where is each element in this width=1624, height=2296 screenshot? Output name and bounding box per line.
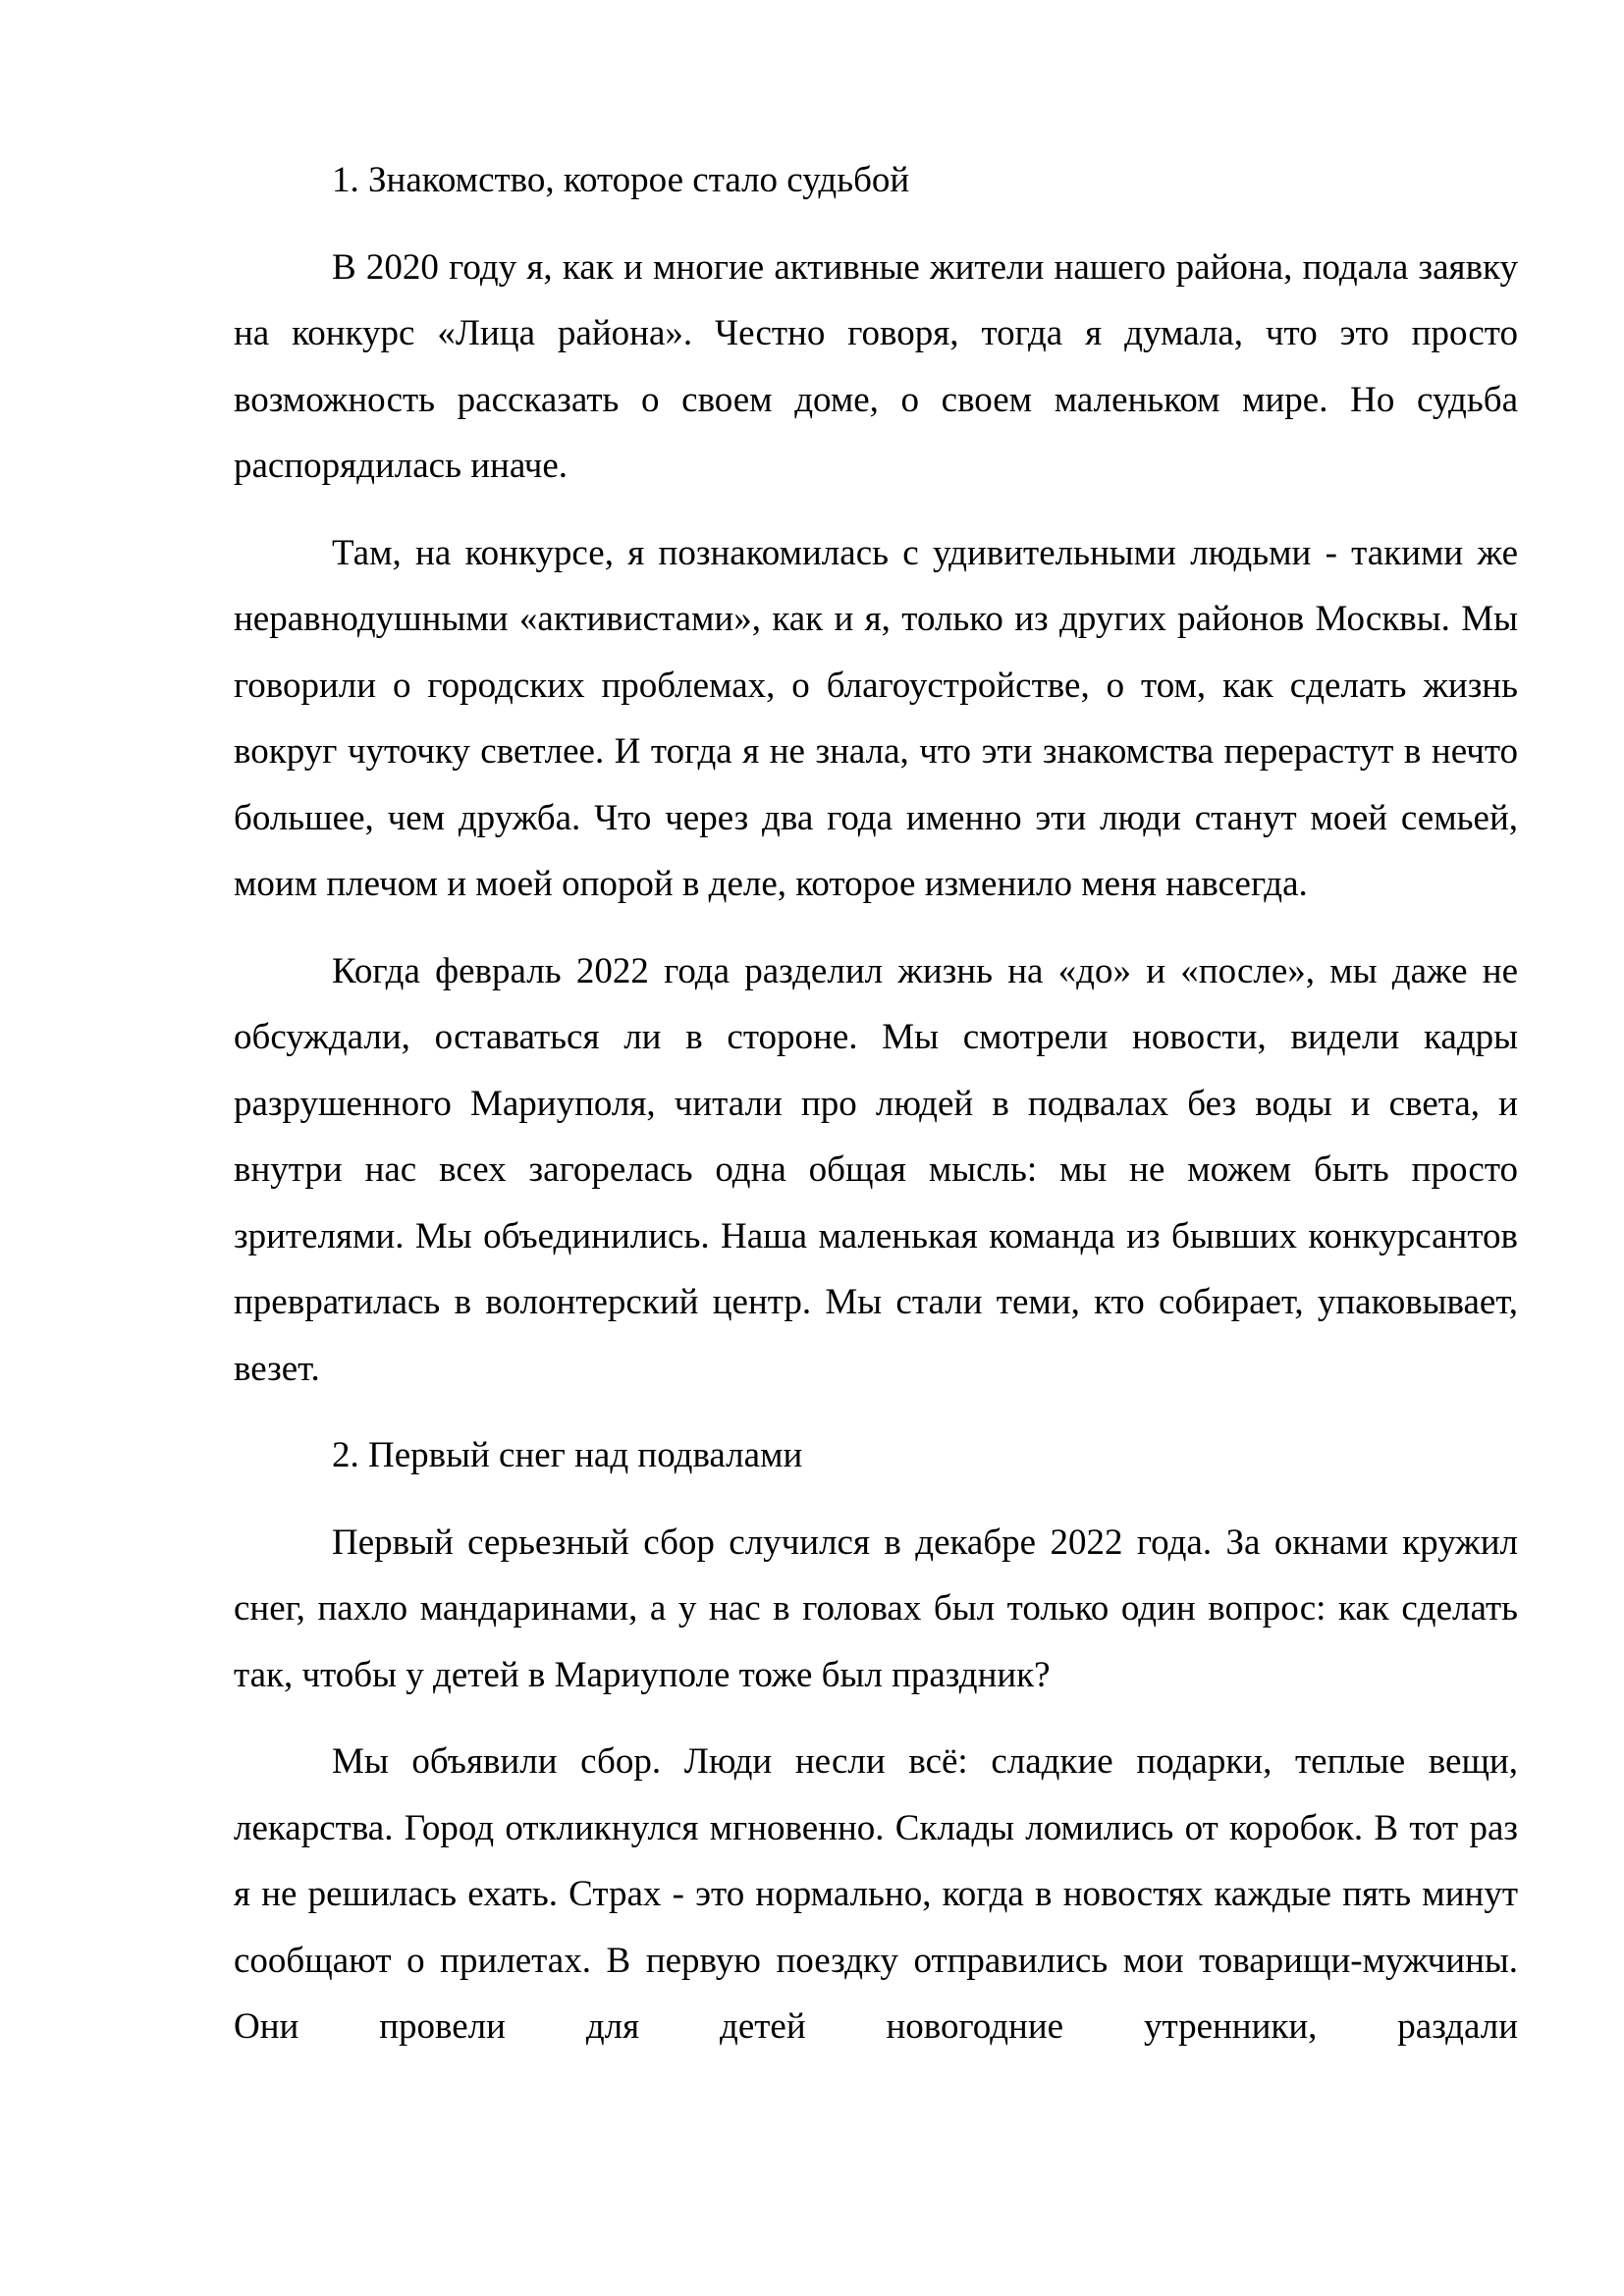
section-1-paragraph-1: В 2020 году я, как и многие активные жители нашего района, подала заявку на конкурс «Лица района». Честно говоря, тогда я думала, что это просто возможность рассказать о своем доме, о своем маленьком мире. Но судьба распорядилась иначе. [234, 246, 1518, 486]
section-2-heading: 2. Первый снег над подвалами [332, 1435, 803, 1475]
section-2-paragraph-1: Первый серьезный сбор случился в декабре 2022 года. За окнами кружил снег, пахло мандаринами, а у нас в головах был только один вопрос: как сделать так, чтобы у детей в Мариуполе тоже был праздник? [234, 1522, 1518, 1695]
document-body [234, 147, 1518, 2081]
section-1-paragraph-2: Там, на конкурсе, я познакомилась с удивительными людьми - такими же неравнодушными «активистами», как и я, только из других районов Москвы. Мы говорили о городских проблемах, о благоустройстве, о том, как сделать жизнь вокруг чуточку светлее. И тогда я не знала, что эти знакомства перерастут в нечто большее, чем дружба. Что через два года именно эти люди станут моей семьей, моим плечом и моей опорой в деле, которое изменило меня навсегда. [234, 532, 1518, 904]
section-1-paragraph-3: Когда февраль 2022 года разделил жизнь на «до» и «после», мы даже не обсуждали, оставаться ли в стороне. Мы смотрели новости, видели кадры разрушенного Мариуполя, читали про людей в подвалах без воды и света, и внутри нас всех загорелась одна общая мысль: мы не можем быть просто зрителями. Мы объединились. Наша маленькая команда из бывших конкурсантов превратилась в волонтерский центр. Мы стали теми, кто собирает, упаковывает, везет. [234, 950, 1518, 1389]
section-2-paragraph-2: Мы объявили сбор. Люди несли всё: сладкие подарки, теплые вещи, лекарства. Город откликнулся мгновенно. Склады ломились от коробок. В тот раз я не решилась ехать. Страх - это нормально, когда в новостях каждые пять минут сообщают о прилетах. В первую поездку отправились мои товарищи-мужчины. Они провели для детей новогодние утренники, раздали [234, 1741, 1518, 2047]
section-1-heading: 1. Знакомство, которое стало судьбой [332, 160, 910, 200]
